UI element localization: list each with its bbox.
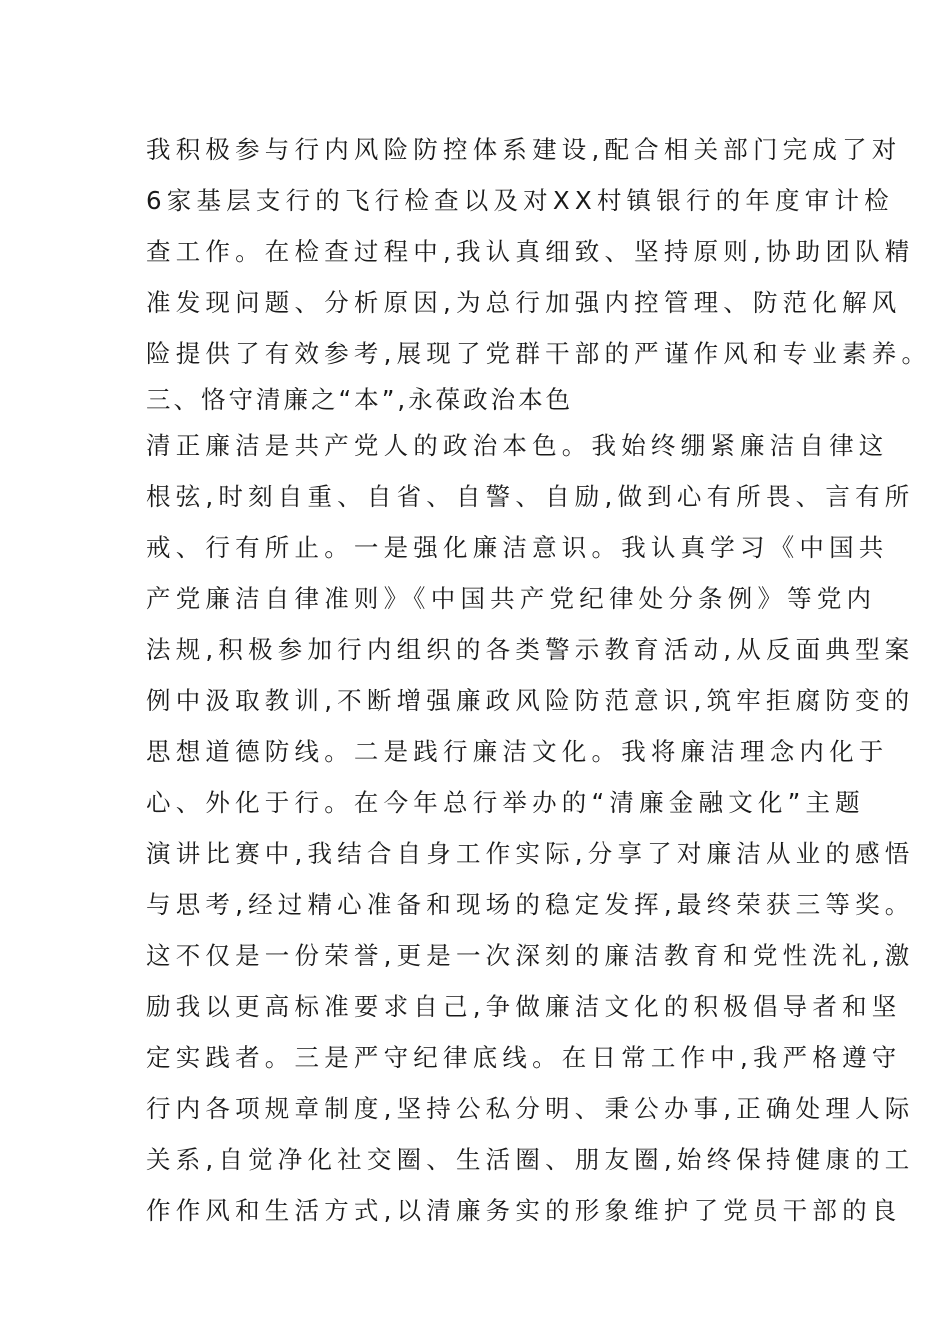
section-heading: 三、恪守清廉之“本”,永葆政治本色 — [146, 385, 574, 414]
text-line: 励我以更高标准要求自己,争做廉洁文化的积极倡导者和坚 — [146, 992, 902, 1021]
text-line: 心、外化于行。在今年总行举办的“清廉金融文化”主题 — [146, 788, 865, 817]
text-line: 作作风和生活方式,以清廉务实的形象维护了党员干部的良 — [146, 1196, 902, 1225]
text-line: 根弦,时刻自重、自省、自警、自励,做到心有所畏、言有所 — [146, 482, 915, 511]
text-line: 这不仅是一份荣誉,更是一次深刻的廉洁教育和党性洗礼,激 — [146, 941, 915, 970]
text-line: 思想道德防线。二是践行廉洁文化。我将廉洁理念内化于 — [146, 737, 889, 766]
text-line: 产党廉洁自律准则》《中国共产党纪律处分条例》等党内 — [146, 584, 877, 613]
text-line: 与思考,经过精心准备和现场的稳定发挥,最终荣获三等奖。 — [146, 890, 915, 919]
text-line: 演讲比赛中,我结合自身工作实际,分享了对廉洁从业的感悟 — [146, 839, 915, 868]
text-line: 我积极参与行内风险防控体系建设,配合相关部门完成了对 — [146, 135, 902, 164]
text-line: 例中汲取教训,不断增强廉政风险防范意识,筑牢拒腐防变的 — [146, 686, 915, 715]
text-line: 定实践者。三是严守纪律底线。在日常工作中,我严格遵守 — [146, 1043, 902, 1072]
text-line: 法规,积极参加行内组织的各类警示教育活动,从反面典型案 — [146, 635, 915, 664]
text-line: 查工作。在检查过程中,我认真细致、坚持原则,协助团队精 — [146, 237, 915, 266]
text-line: 关系,自觉净化社交圈、生活圈、朋友圈,始终保持健康的工 — [146, 1145, 915, 1174]
text-line: 准发现问题、分析原因,为总行加强内控管理、防范化解风 — [146, 288, 902, 317]
text-line: 6家基层支行的飞行检查以及对XX村镇银行的年度审计检 — [146, 186, 894, 215]
text-line: 戒、行有所止。一是强化廉洁意识。我认真学习《中国共 — [146, 533, 889, 562]
text-line: 行内各项规章制度,坚持公私分明、秉公办事,正确处理人际 — [146, 1094, 915, 1123]
text-line: 清正廉洁是共产党人的政治本色。我始终绷紧廉洁自律这 — [146, 431, 889, 460]
text-line: 险提供了有效参考,展现了党群干部的严谨作风和专业素养。 — [146, 339, 932, 368]
